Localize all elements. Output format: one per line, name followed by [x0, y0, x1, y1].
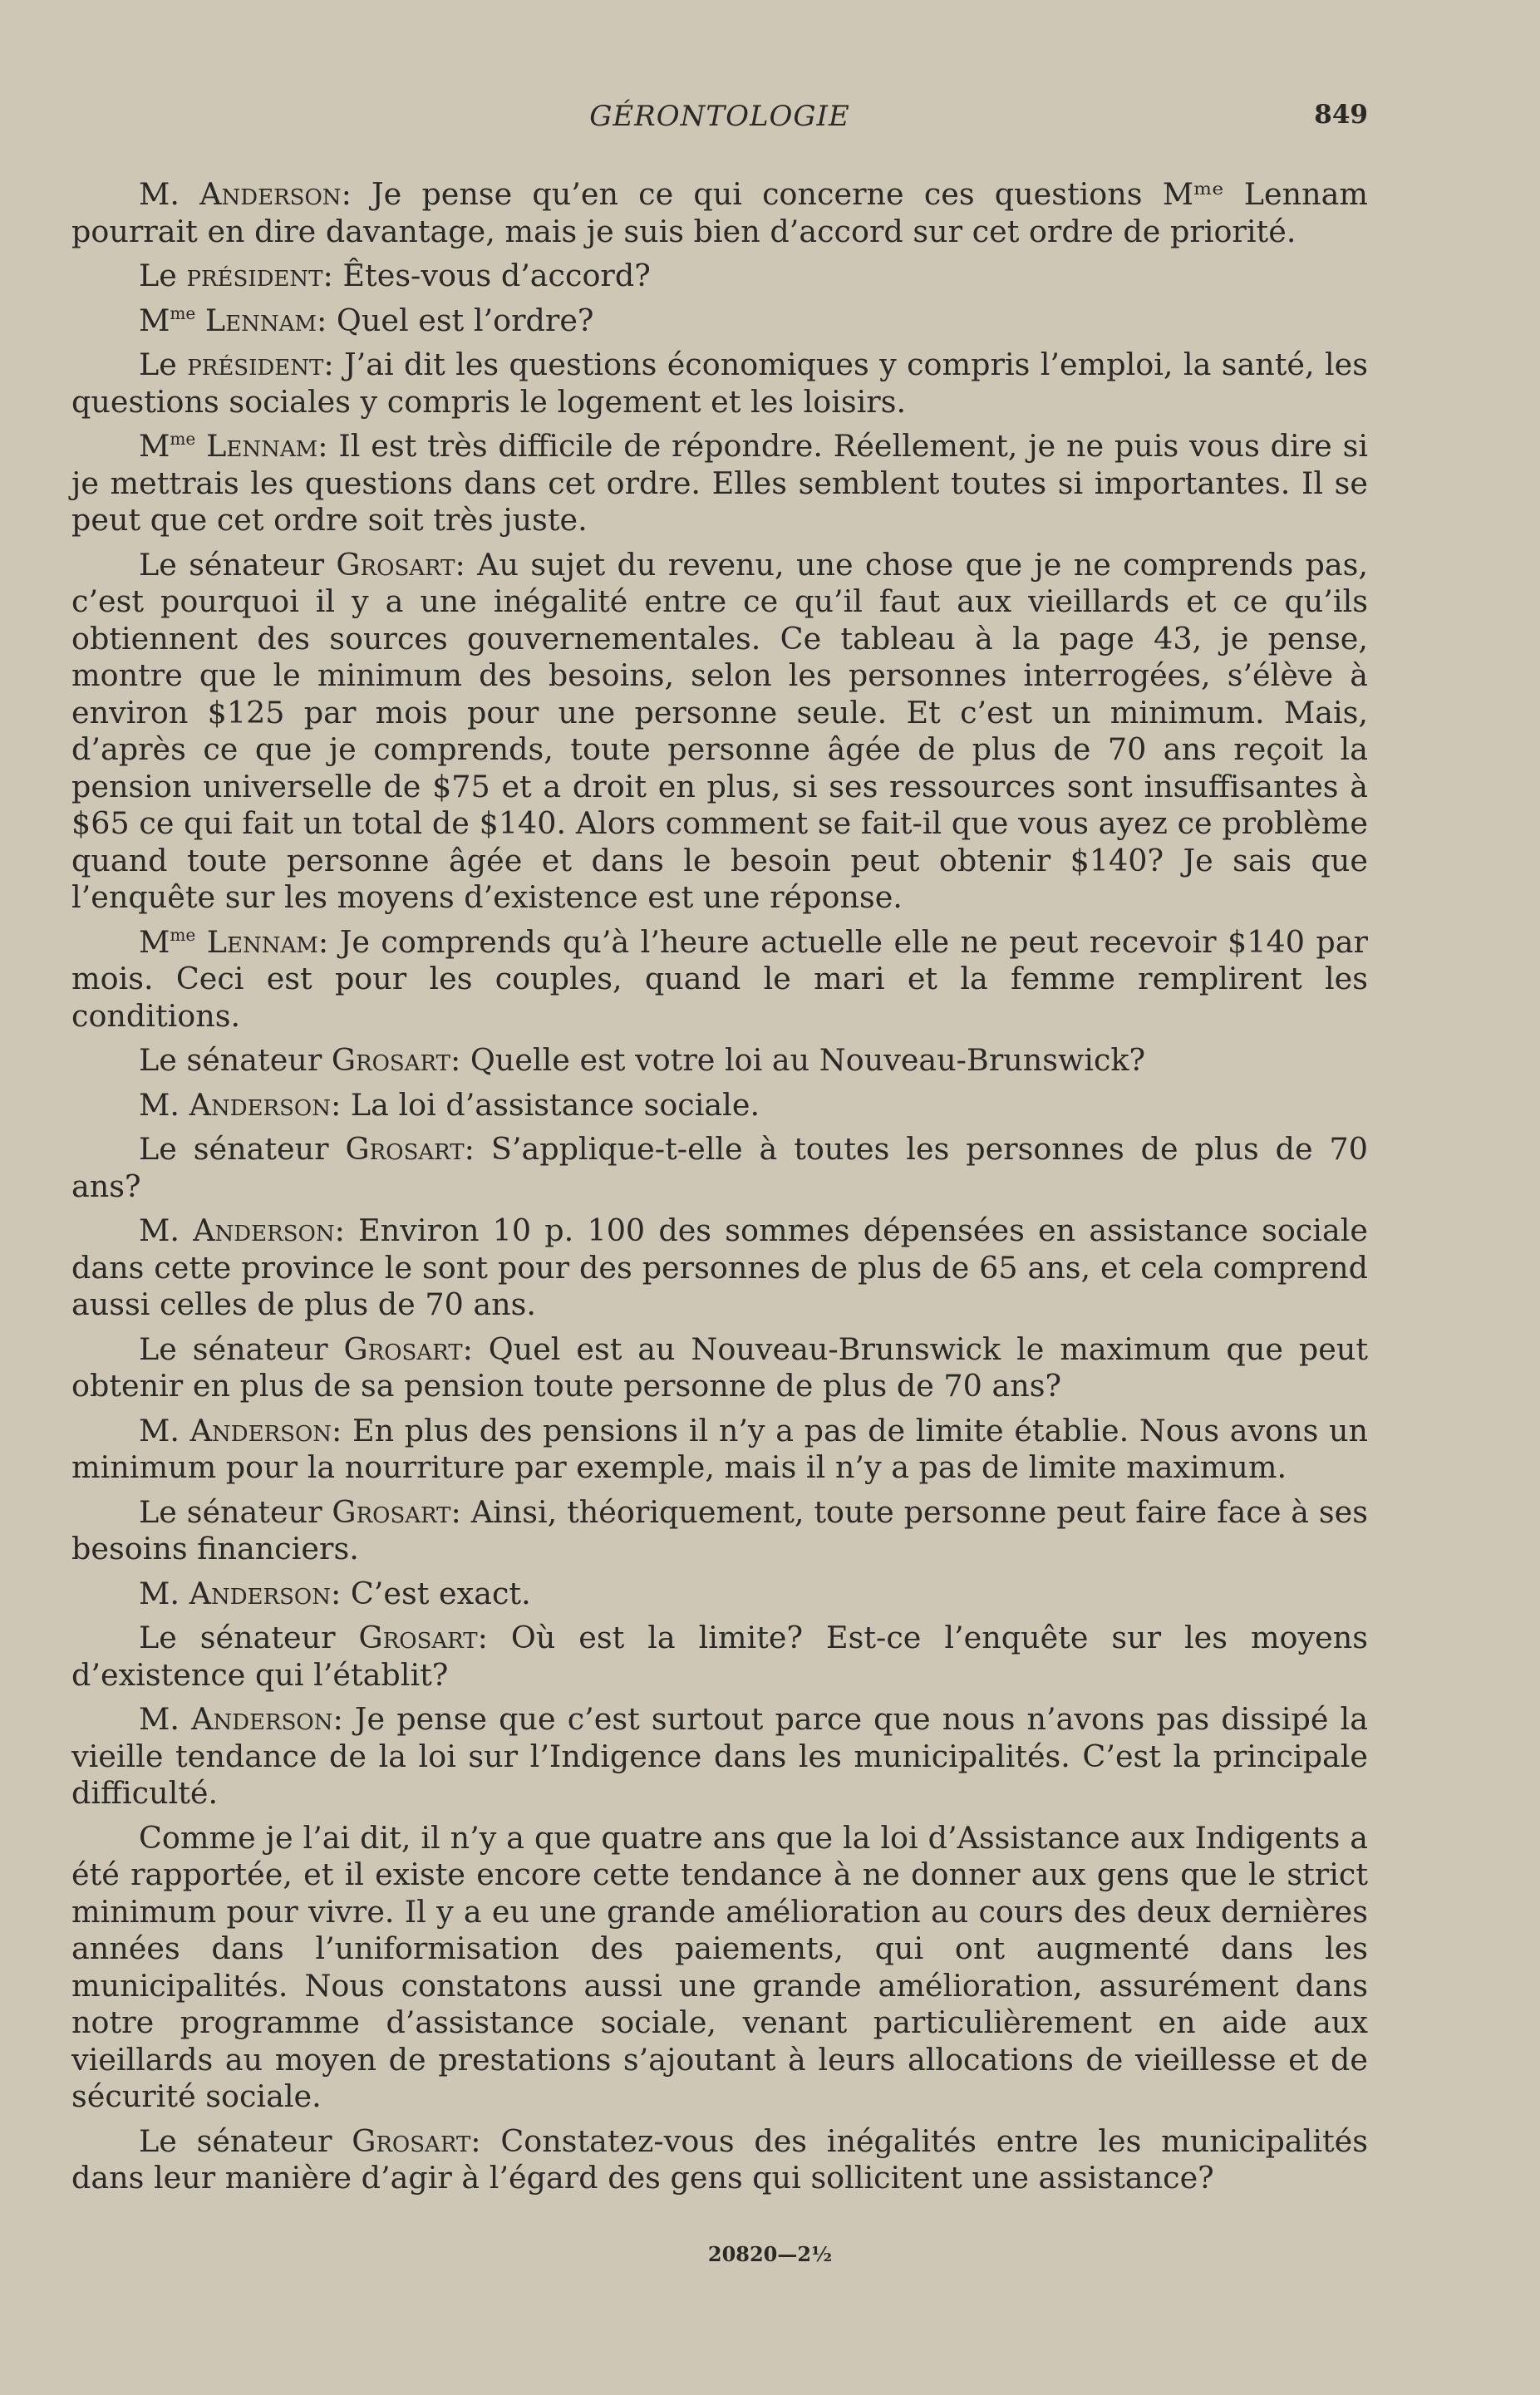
speech-text: : Environ 10 p. 100 des sommes dépensées en assistance sociale dans cette province le sont pour des personnes de plus de 65 ans, et cela comprend aussi celles de plus de 70 ans.	[71, 1212, 1368, 1322]
speaker-name: Grosart	[352, 2122, 471, 2159]
speech-text: : S’applique-t-elle à toutes les personnes de plus de 70 ans?	[71, 1131, 1369, 1204]
speech-text: : Je pense que c’est surtout parce que nous n’avons pas dissipé la vieille tendance de la loi sur l’Indigence dans les municipalités. C’est la principale difficulté.	[71, 1701, 1368, 1811]
speaker-title-superscript: me	[170, 428, 196, 449]
speaker-name: Grosart	[331, 1042, 450, 1078]
paragraph	[71, 1042, 1368, 1079]
speaker-prefix: M	[139, 923, 170, 960]
paragraph	[71, 347, 1368, 420]
speaker-prefix: Le sénateur	[139, 546, 325, 583]
speech-text: : Constatez-vous des inégalités entre les municipalités dans leur manière d’agir à l’égard des gens qui sollicitent une assistance?	[71, 2122, 1369, 2196]
paragraph	[71, 176, 1368, 250]
speaker-name: Lennam	[204, 302, 317, 338]
speaker-prefix: M.	[139, 1575, 180, 1611]
page-number: 849	[1314, 100, 1368, 130]
speaker-name: Grosart	[345, 1131, 465, 1167]
paragraph	[71, 1413, 1368, 1487]
speech-text: : C’est exact.	[330, 1575, 531, 1611]
page-header	[71, 100, 1368, 150]
speech-text: : Je pense qu’en ce qui concerne ces questions Mᵐᵉ Lennam pourrait en dire davantage, mais je suis bien d’accord sur cet ordre de priorité.	[71, 176, 1368, 249]
speaker-name: Anderson	[189, 1086, 331, 1123]
paragraph	[71, 428, 1368, 539]
speech-text: : Quelle est votre loi au Nouveau-Brunswick?	[450, 1042, 1146, 1078]
speech-text: Comme je l’ai dit, il n’y a que quatre ans que la loi d’Assistance aux Indigents a été rapportée, et il existe encore cette tendance à ne donner aux gens que le strict minimum pour vivre. Il y a eu une grande amélioration au cours des deux dernières années dans l’uniformisation des paiements, qui ont augmenté dans les municipalités. Nous constatons aussi une grande amélioration, assurément dans notre programme d’assistance sociale, venant particulièrement en aide aux vieillards au moyen de prestations s’ajoutant à leurs allocations de vieillesse et de sécurité sociale.	[71, 1819, 1368, 2114]
speaker-name: Anderson	[193, 1212, 335, 1248]
transcript-body	[71, 176, 1368, 2205]
speaker-name: Grosart	[336, 546, 455, 583]
speaker-name: président	[187, 347, 324, 382]
speech-text: : Ainsi, théoriquement, toute personne peut faire face à ses besoins financiers.	[71, 1493, 1368, 1566]
paragraph	[71, 1331, 1368, 1405]
speaker-prefix: M.	[139, 1086, 180, 1123]
speaker-name: Grosart	[343, 1330, 463, 1367]
speaker-prefix: Le sénateur	[139, 1042, 322, 1078]
paragraph	[71, 547, 1368, 917]
paragraph	[71, 1087, 1368, 1124]
paragraph	[71, 1620, 1368, 1694]
speaker-prefix: M.	[139, 1212, 180, 1248]
speech-text: : La loi d’assistance sociale.	[330, 1086, 760, 1123]
speaker-prefix: M.	[139, 1412, 180, 1448]
speech-text: : Quel est l’ordre?	[317, 302, 594, 338]
paragraph	[71, 302, 1368, 340]
speaker-prefix: M	[139, 302, 170, 338]
paragraph	[71, 1701, 1368, 1812]
paragraph	[71, 1820, 1368, 2116]
speaker-prefix: M	[139, 428, 170, 464]
speaker-name: Anderson	[189, 1575, 331, 1611]
speech-text: : Il est très difficile de répondre. Réellement, je ne puis vous dire si je mettrais les questions dans cet ordre. Elles semblent toutes si importantes. Il se peut que cet ordre soit très juste.	[71, 428, 1368, 538]
paragraph	[71, 1494, 1368, 1568]
speaker-prefix: Le sénateur	[139, 2122, 332, 2159]
speaker-name: Anderson	[189, 1412, 332, 1448]
speaker-title-superscript: me	[170, 302, 196, 323]
speaker-name: Anderson	[199, 176, 342, 212]
paragraph	[71, 1576, 1368, 1613]
speaker-name: Anderson	[191, 1701, 333, 1737]
speech-text: : Êtes-vous d’accord?	[322, 258, 651, 293]
speech-text: : J’ai dit les questions économiques y compris l’emploi, la santé, les questions sociales y compris le logement et les loisirs.	[71, 347, 1368, 420]
paragraph	[71, 258, 1368, 295]
speaker-prefix: Le	[139, 347, 177, 382]
speech-text: : Je comprends qu’à l’heure actuelle elle ne peut recevoir $140 par mois. Ceci est pour les couples, quand le mari et la femme remplirent les conditions.	[71, 923, 1369, 1034]
speaker-prefix: Le sénateur	[139, 1330, 328, 1367]
speech-text: : Où est la limite? Est-ce l’enquête sur les moyens d’existence qui l’établit?	[71, 1620, 1368, 1693]
speaker-prefix: M.	[139, 1701, 180, 1737]
speaker-name: Grosart	[332, 1493, 451, 1530]
paragraph	[71, 1131, 1368, 1205]
speaker-prefix: Le sénateur	[139, 1493, 322, 1530]
speaker-title-superscript: me	[170, 924, 196, 945]
speaker-name: Lennam	[206, 428, 318, 464]
running-title: GÉRONTOLOGIE	[589, 100, 850, 133]
speaker-prefix: Le sénateur	[139, 1131, 329, 1167]
speaker-name: Grosart	[358, 1620, 478, 1655]
speaker-prefix: Le sénateur	[139, 1620, 336, 1655]
printer-signature: 20820—2½	[707, 2242, 833, 2266]
paragraph	[71, 2123, 1368, 2197]
speaker-name: président	[186, 258, 323, 293]
speaker-name: Lennam	[206, 923, 318, 960]
speaker-prefix: Le	[139, 258, 177, 293]
speech-text: : Au sujet du revenu, une chose que je ne comprends pas, c’est pourquoi il y a une inégalité entre ce qu’il faut aux vieillards et ce qu’ils obtiennent des sources gouvernementales. Ce tableau à la page 43, je pense, montre que le minimum des besoins, selon les personnes interrogées, s’élève à environ $125 par mois pour une personne seule. Et c’est un minimum. Mais, d’après ce que je comprends, toute personne âgée de plus de 70 ans reçoit la pension universelle de $75 et a droit en plus, si ses ressources sont insuffisantes à $65 ce qui fait un total de $140. Alors comment se fait-il que vous ayez ce problème quand toute personne âgée et dans le besoin peut obtenir $140? Je sais que l’enquête sur les moyens d’existence est une réponse.	[71, 546, 1369, 915]
paragraph	[71, 1212, 1368, 1324]
paragraph	[71, 924, 1368, 1035]
speech-text: : Quel est au Nouveau-Brunswick le maximum que peut obtenir en plus de sa pension toute personne de plus de 70 ans?	[71, 1330, 1368, 1404]
speaker-prefix: M.	[139, 176, 180, 212]
speech-text: : En plus des pensions il n’y a pas de limite établie. Nous avons un minimum pour la nourriture par exemple, mais il n’y a pas de limite maximum.	[71, 1412, 1368, 1485]
